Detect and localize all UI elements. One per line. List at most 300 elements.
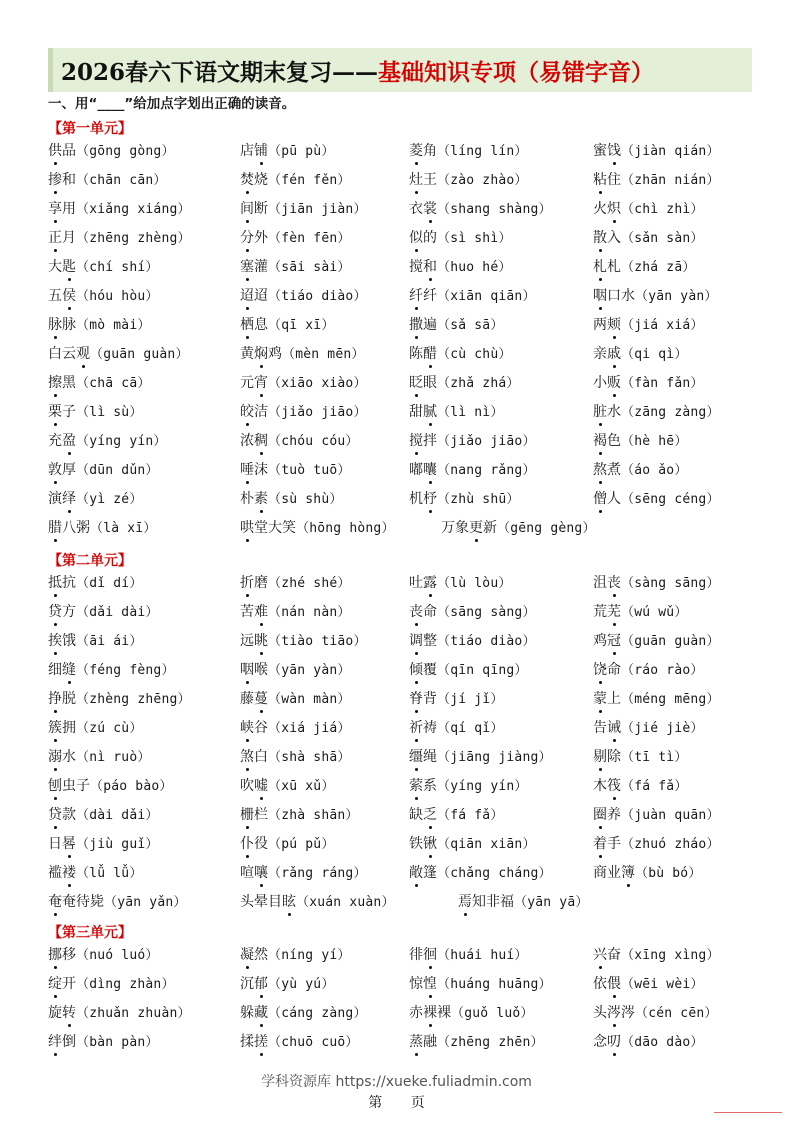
pinyin-options[interactable]: （cù chù） [437, 347, 512, 362]
emphasis-dot [260, 623, 263, 626]
word-item [593, 974, 704, 995]
word-text: 眨眼 [409, 375, 437, 391]
pinyin-options[interactable]: （zāng zàng） [621, 405, 720, 420]
word-text: 咽口水 [593, 288, 635, 304]
pinyin-options[interactable]: （fén fěn） [268, 173, 351, 188]
pinyin-options[interactable]: （wēi wèi） [621, 977, 704, 992]
pinyin-options[interactable]: （líng lín） [437, 144, 528, 159]
emphasis-dot [415, 884, 418, 887]
pinyin-options[interactable]: （zhān nián） [621, 173, 720, 188]
word-text: 搅和 [409, 259, 437, 275]
pinyin-options[interactable]: （hóu hòu） [76, 289, 159, 304]
pinyin-options[interactable]: （jiù guǐ） [76, 837, 159, 852]
word-text: 大匙 [48, 259, 76, 275]
emphasis-dot [82, 365, 85, 368]
pinyin-options[interactable]: （nì ruò） [76, 750, 151, 765]
word-item [240, 199, 367, 220]
emphasis-dot [246, 826, 249, 829]
pinyin-options[interactable]: （guān guàn） [621, 634, 720, 649]
pinyin-options[interactable]: （sù shù） [268, 492, 343, 507]
emphasis-dot [415, 797, 418, 800]
pinyin-options[interactable]: （zhēng zhèng） [76, 231, 191, 246]
pinyin-options[interactable]: （zhà shān） [268, 808, 359, 823]
pinyin-options[interactable]: （chān cān） [76, 173, 167, 188]
word-item [593, 631, 720, 652]
word-text: 沉郁 [240, 976, 268, 992]
pinyin-options[interactable]: （mèn mēn） [282, 347, 365, 362]
pinyin-options[interactable]: （fá fǎ） [437, 808, 504, 823]
word-item [593, 660, 704, 681]
emphasis-dot [54, 220, 57, 223]
emphasis-dot [260, 995, 263, 998]
pinyin-options[interactable]: （nuó luó） [76, 948, 159, 963]
word-text: 咽喉 [240, 662, 268, 678]
pinyin-options[interactable]: （dǎi dài） [76, 605, 159, 620]
word-row [48, 776, 778, 805]
word-text: 供品 [48, 143, 76, 159]
emphasis-dot [599, 768, 602, 771]
emphasis-dot [54, 768, 57, 771]
pinyin-options[interactable]: （jiāng jiàng） [437, 750, 552, 765]
word-item [240, 344, 365, 365]
pinyin-options[interactable]: （huái huí） [437, 948, 528, 963]
word-item [240, 631, 367, 652]
pinyin-options[interactable]: （tiào tiāo） [268, 634, 367, 649]
word-item [48, 373, 151, 394]
pinyin-options[interactable]: （chóu cóu） [268, 434, 359, 449]
word-item [48, 631, 143, 652]
word-item [409, 431, 536, 452]
pinyin-options[interactable]: （jiá xiá） [621, 318, 704, 333]
word-item [48, 863, 143, 884]
word-text: 蒸融 [409, 1034, 437, 1050]
emphasis-dot [415, 249, 418, 252]
word-item [240, 402, 367, 423]
emphasis-dot [260, 162, 263, 165]
pinyin-options[interactable]: （zhuó zháo） [621, 837, 720, 852]
word-row [48, 315, 778, 344]
word-text: 绊倒 [48, 1034, 76, 1050]
word-text: 敞篷 [409, 865, 437, 881]
word-row [48, 689, 778, 718]
word-item [409, 199, 552, 220]
word-text: 萦系 [409, 778, 437, 794]
emphasis-dot [599, 191, 602, 194]
word-text: 着手 [593, 836, 621, 852]
pinyin-options[interactable]: （zú cù） [76, 721, 143, 736]
emphasis-dot [54, 966, 57, 969]
emphasis-dot [415, 452, 418, 455]
word-row [48, 573, 778, 602]
pinyin-options[interactable]: （zhù shū） [437, 492, 520, 507]
word-item [409, 776, 528, 797]
pinyin-options[interactable]: （xiān qiān） [437, 289, 536, 304]
title-part-1: 2026春六下语文期末复习—— [61, 58, 379, 86]
section-heading: 【第二单元】 [48, 553, 132, 569]
word-row [48, 805, 778, 834]
word-text: 丧命 [409, 604, 437, 620]
pinyin-options[interactable]: （zhá zā） [621, 260, 696, 275]
word-text: 迢迢 [240, 288, 268, 304]
pinyin-options[interactable]: （zhé shé） [268, 576, 351, 591]
word-item [593, 805, 720, 826]
emphasis-dot [429, 594, 432, 597]
word-item [48, 805, 159, 826]
pinyin-options[interactable]: （sì shì） [437, 231, 512, 246]
pinyin-options[interactable]: （xū xǔ） [268, 779, 335, 794]
pinyin-options[interactable]: （áo ǎo） [621, 463, 688, 478]
emphasis-dot [260, 1024, 263, 1027]
word-text: 倾覆 [409, 662, 437, 678]
pinyin-options[interactable]: （tiáo diào） [437, 634, 536, 649]
pinyin-options[interactable]: （rǎng ráng） [268, 866, 367, 881]
word-item [240, 776, 335, 797]
pinyin-options[interactable]: （lǚ lǚ） [76, 866, 143, 881]
word-item [593, 431, 688, 452]
pinyin-options[interactable]: （níng yí） [268, 948, 351, 963]
pinyin-options[interactable]: （sēng céng） [621, 492, 720, 507]
word-row [48, 431, 778, 460]
pinyin-options[interactable]: （dāo dào） [621, 1035, 704, 1050]
pinyin-options[interactable]: （féng fèng） [76, 663, 175, 678]
pinyin-options[interactable]: （dūn dǔn） [76, 463, 159, 478]
pinyin-options[interactable]: （bàn pàn） [76, 1035, 159, 1050]
word-text: 蜜饯 [593, 143, 621, 159]
word-item [240, 170, 351, 191]
pinyin-options[interactable]: （lì sù） [76, 405, 143, 420]
word-text: 细缝 [48, 662, 76, 678]
word-text: 甜腻 [409, 404, 437, 420]
pinyin-options[interactable]: （wú wǔ） [621, 605, 688, 620]
word-text: 贷方 [48, 604, 76, 620]
pinyin-options[interactable]: （fèn fēn） [268, 231, 351, 246]
title-part-2: 基础知识专项（易错字音） [378, 58, 655, 86]
emphasis-dot [613, 652, 616, 655]
pinyin-options[interactable]: （zhuǎn zhuàn） [76, 1006, 191, 1021]
pinyin-options[interactable]: （xiá jiá） [268, 721, 351, 736]
pinyin-options[interactable]: （qiān xiān） [437, 837, 536, 852]
word-item [48, 257, 159, 278]
emphasis-dot [613, 162, 616, 165]
pinyin-options[interactable]: （nán nàn） [268, 605, 351, 620]
pinyin-options[interactable]: （là xī） [90, 521, 157, 536]
pinyin-options[interactable]: （xiǎng xiáng） [76, 202, 191, 217]
word-item [48, 689, 191, 710]
pinyin-options[interactable]: （āi ái） [76, 634, 143, 649]
pinyin-options[interactable]: （méng mēng） [621, 692, 720, 707]
pinyin-options[interactable]: （yù yú） [268, 977, 335, 992]
pinyin-options[interactable]: （yíng yín） [437, 779, 528, 794]
pinyin-options[interactable]: （tiáo diào） [268, 289, 367, 304]
emphasis-dot [415, 768, 418, 771]
word-item [240, 805, 359, 826]
pinyin-options[interactable]: （chí shí） [76, 260, 159, 275]
word-text: 祈祷 [409, 720, 437, 736]
pinyin-options[interactable]: （zào zhào） [437, 173, 528, 188]
word-text: 分外 [240, 230, 268, 246]
pinyin-options[interactable]: （fá fǎ） [621, 779, 688, 794]
pinyin-options[interactable]: （yān yǎn） [104, 895, 187, 910]
pinyin-options[interactable]: （xiāo xiào） [268, 376, 367, 391]
emphasis-dot [54, 394, 57, 397]
pinyin-options[interactable]: （qīn qīng） [437, 663, 528, 678]
pinyin-options[interactable]: （sāng sàng） [437, 605, 536, 620]
pinyin-options[interactable]: （shà shā） [268, 750, 351, 765]
word-item [593, 489, 720, 510]
word-text: 告诫 [593, 720, 621, 736]
word-text: 褐色 [593, 433, 621, 449]
word-text: 纤纤 [409, 288, 437, 304]
emphasis-dot [429, 1024, 432, 1027]
pinyin-options[interactable]: （yíng yín） [76, 434, 167, 449]
word-row [48, 631, 778, 660]
pinyin-options[interactable]: （jiǎo jiāo） [437, 434, 536, 449]
word-item [240, 660, 351, 681]
emphasis-dot [246, 481, 249, 484]
pinyin-options[interactable]: （pū pù） [268, 144, 335, 159]
pinyin-options[interactable]: （jí jǐ） [437, 692, 504, 707]
emphasis-dot [415, 191, 418, 194]
word-text: 藤蔓 [240, 691, 268, 707]
word-text: 褴褛 [48, 865, 76, 881]
word-item [593, 1032, 704, 1053]
word-item [409, 228, 512, 249]
pinyin-options[interactable]: （xīng xìng） [621, 948, 720, 963]
word-text: 奄奄待毙 [48, 894, 104, 910]
pinyin-options[interactable]: （sāi sài） [268, 260, 351, 275]
pinyin-options[interactable]: （yān yàn） [268, 663, 351, 678]
pinyin-options[interactable]: （chǎng cháng） [437, 866, 552, 881]
word-item [240, 431, 359, 452]
emphasis-dot [599, 681, 602, 684]
pinyin-options[interactable]: （pú pǔ） [268, 837, 335, 852]
emphasis-dot [68, 884, 71, 887]
word-item [48, 718, 143, 739]
word-text: 僧人 [593, 491, 621, 507]
pinyin-options[interactable]: （lù lòu） [437, 576, 512, 591]
word-item [48, 892, 187, 913]
section-heading: 【第三单元】 [48, 925, 132, 941]
word-text: 簇拥 [48, 720, 76, 736]
pinyin-options[interactable]: （qí qǐ） [437, 721, 504, 736]
word-item [240, 747, 351, 768]
pinyin-options[interactable]: （lì nì） [437, 405, 504, 420]
emphasis-dot [599, 855, 602, 858]
emphasis-dot [599, 249, 602, 252]
pinyin-options[interactable]: （nang rǎng） [437, 463, 536, 478]
emphasis-dot [613, 336, 616, 339]
word-item [48, 518, 157, 539]
pinyin-options[interactable]: （cáng zàng） [268, 1006, 367, 1021]
pinyin-options[interactable]: （qī xī） [268, 318, 335, 333]
word-text: 焉知非福 [458, 894, 514, 910]
word-row [48, 460, 778, 489]
word-item [409, 315, 504, 336]
word-row [48, 344, 778, 373]
pinyin-options[interactable]: （sǎ sā） [437, 318, 504, 333]
pinyin-options[interactable]: （huáng huāng） [437, 977, 552, 992]
emphasis-dot [246, 423, 249, 426]
footer-site: 学科资源库 https://xueke.fuliadmin.com [261, 1074, 532, 1090]
pinyin-options[interactable]: （jiàn qián） [621, 144, 720, 159]
pinyin-options[interactable]: （yān yā） [514, 895, 589, 910]
emphasis-dot [613, 594, 616, 597]
word-row [48, 257, 778, 286]
pinyin-options[interactable]: （mò mài） [76, 318, 151, 333]
emphasis-dot [599, 710, 602, 713]
emphasis-dot [599, 826, 602, 829]
emphasis-dot [246, 681, 249, 684]
pinyin-options[interactable]: （huo hé） [437, 260, 512, 275]
emphasis-dot [415, 394, 418, 397]
pinyin-options[interactable]: （juàn quān） [621, 808, 720, 823]
word-item [593, 1003, 718, 1024]
pinyin-options[interactable]: （gōng gòng） [76, 144, 175, 159]
word-text: 白云观 [48, 346, 90, 362]
word-text: 间断 [240, 201, 268, 217]
emphasis-dot [54, 594, 57, 597]
word-text: 腊八粥 [48, 520, 90, 536]
word-item [593, 315, 704, 336]
word-item [48, 489, 143, 510]
pinyin-options[interactable]: （tuò tuō） [268, 463, 351, 478]
word-item [409, 1032, 544, 1053]
emphasis-dot [613, 1053, 616, 1056]
emphasis-dot [429, 966, 432, 969]
word-text: 嘟囔 [409, 462, 437, 478]
pinyin-options[interactable]: （shang shàng） [437, 202, 552, 217]
emphasis-dot [246, 739, 249, 742]
word-item [409, 974, 552, 995]
word-text: 演绎 [48, 491, 76, 507]
word-item [409, 660, 528, 681]
pinyin-options[interactable]: （yān yàn） [635, 289, 718, 304]
pinyin-options[interactable]: （fàn fǎn） [621, 376, 704, 391]
word-item [409, 141, 528, 162]
word-text: 旋转 [48, 1005, 76, 1021]
pinyin-options[interactable]: （yì zé） [76, 492, 143, 507]
pinyin-options[interactable]: （xuán xuàn） [296, 895, 395, 910]
word-text: 札札 [593, 259, 621, 275]
emphasis-dot [599, 481, 602, 484]
word-item [593, 945, 720, 966]
pinyin-options[interactable]: （zhēng zhēn） [437, 1035, 544, 1050]
emphasis-dot [54, 652, 57, 655]
emphasis-dot [415, 1053, 418, 1056]
pinyin-options[interactable]: （dài dǎi） [76, 808, 159, 823]
pinyin-options[interactable]: （sǎn sàn） [621, 231, 704, 246]
pinyin-options[interactable]: （bù bó） [635, 866, 702, 881]
word-text: 火炽 [593, 201, 621, 217]
word-text: 折磨 [240, 575, 268, 591]
word-text: 饶命 [593, 662, 621, 678]
pinyin-options[interactable]: （jié jiè） [621, 721, 704, 736]
pinyin-options[interactable]: （cén cēn） [635, 1006, 718, 1021]
word-item [409, 489, 520, 510]
pinyin-options[interactable]: （zhǎ zhá） [437, 376, 520, 391]
word-item [593, 141, 720, 162]
word-item [409, 689, 504, 710]
word-row [48, 718, 778, 747]
pinyin-options[interactable]: （páo bào） [90, 779, 173, 794]
word-item [240, 863, 367, 884]
word-item [593, 863, 702, 884]
pinyin-options[interactable]: （chā cā） [76, 376, 151, 391]
word-item [409, 460, 536, 481]
emphasis-dot [627, 884, 630, 887]
emphasis-dot [54, 336, 57, 339]
emphasis-dot [429, 995, 432, 998]
pinyin-options[interactable]: （qi qì） [621, 347, 688, 362]
pinyin-options[interactable]: （chì zhì） [621, 202, 704, 217]
emphasis-dot [429, 826, 432, 829]
pinyin-options[interactable]: （guǒ luǒ） [451, 1006, 534, 1021]
pinyin-options[interactable]: （tī tì） [621, 750, 688, 765]
pinyin-options[interactable]: （jiǎo jiāo） [268, 405, 367, 420]
word-text: 鸡冠 [593, 633, 621, 649]
word-text: 吐露 [409, 575, 437, 591]
word-text: 调整 [409, 633, 437, 649]
pinyin-options[interactable]: （wàn màn） [268, 692, 351, 707]
word-item [48, 141, 175, 162]
pinyin-options[interactable]: （jiān jiàn） [268, 202, 367, 217]
emphasis-dot [260, 510, 263, 513]
word-item [458, 892, 589, 913]
emphasis-dot [54, 539, 57, 542]
word-item [409, 834, 536, 855]
emphasis-dot [68, 278, 71, 281]
word-text: 沮丧 [593, 575, 621, 591]
word-text: 衣裳 [409, 201, 437, 217]
pinyin-options[interactable]: （dǐ dí） [76, 576, 143, 591]
pinyin-options[interactable]: （sàng sāng） [621, 576, 720, 591]
pinyin-options[interactable]: （chuō cuō） [268, 1035, 359, 1050]
word-item [48, 945, 159, 966]
word-row [48, 602, 778, 631]
emphasis-dot [260, 394, 263, 397]
word-row [48, 402, 778, 431]
emphasis-dot [68, 681, 71, 684]
emphasis-dot [599, 307, 602, 310]
pinyin-options[interactable]: （hōng hòng） [296, 521, 395, 536]
word-item [240, 602, 351, 623]
word-item [240, 689, 351, 710]
word-item [409, 1003, 534, 1024]
pinyin-options[interactable]: （gēng gèng） [497, 521, 596, 536]
word-item [409, 718, 504, 739]
word-item [240, 228, 351, 249]
word-row [48, 747, 778, 776]
page-title [48, 48, 752, 92]
word-text: 浓稠 [240, 433, 268, 449]
word-text: 皎洁 [240, 404, 268, 420]
pinyin-options[interactable]: （dìng zhàn） [76, 977, 175, 992]
pinyin-options[interactable]: （ráo rào） [621, 663, 704, 678]
pinyin-options[interactable]: （zhèng zhēng） [76, 692, 191, 707]
emphasis-dot [613, 797, 616, 800]
word-item [409, 257, 512, 278]
emphasis-dot [246, 855, 249, 858]
pinyin-options[interactable]: （hè hē） [621, 434, 688, 449]
word-text: 擦黑 [48, 375, 76, 391]
word-item [240, 718, 351, 739]
word-item [240, 286, 367, 307]
instruction-text: 一、用“____”给加点字划出正确的读音。 [48, 96, 296, 112]
word-text: 塞灌 [240, 259, 268, 275]
emphasis-dot [429, 855, 432, 858]
pinyin-options[interactable]: （guān guàn） [90, 347, 189, 362]
word-row [48, 974, 778, 1003]
